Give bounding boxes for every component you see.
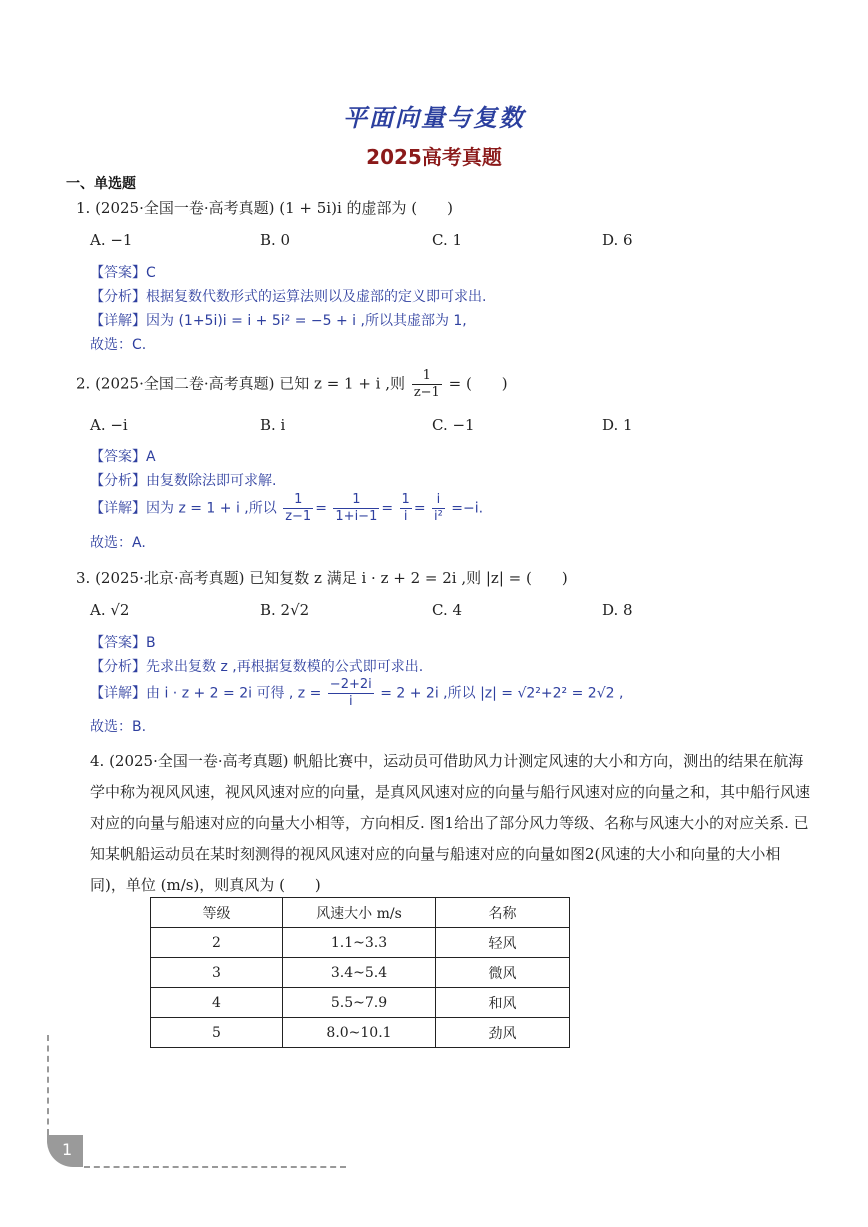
question-2-analysis: 【分析】由复数除法即可求解. [90, 473, 277, 489]
page-title: 平面向量与复数 [343, 103, 525, 132]
question-3-detail-tail: = 2 + 2i ,所以 |z| = √2²+2² = 2√2 , [380, 685, 624, 702]
table-row [151, 958, 570, 988]
fraction-denominator: z−1 [413, 385, 440, 400]
question-2-fraction [412, 368, 442, 401]
question-2-detail-text: 【详解】因为 z = 1 + i ,所以 [90, 500, 277, 517]
table-header-cell: 风速大小 m/s [283, 898, 436, 928]
question-1-option-d: D. 6 [602, 231, 633, 249]
question-3-analysis: 【分析】先求出复数 z ,再根据复数模的公式即可求出. [90, 659, 424, 675]
detail-fraction [328, 677, 374, 710]
question-1-stem: 1. (2025·全国一卷·高考真题) (1 + 5i)i 的虚部为 ( ) [76, 199, 453, 217]
page-border-dashed-vertical [47, 1035, 49, 1135]
question-2-option-c: C. −1 [432, 416, 475, 434]
table-cell: 2 [151, 928, 283, 958]
question-2-option-d: D. 1 [602, 416, 633, 434]
fraction-numerator: 1 [401, 492, 410, 507]
question-3-option-d: D. 8 [602, 601, 633, 619]
question-2-option-a: A. −i [90, 416, 128, 434]
table-cell: 1.1~3.3 [283, 928, 436, 958]
table-row [151, 988, 570, 1018]
question-3-answer: 【答案】B [90, 635, 156, 651]
fraction-denominator: i [403, 509, 408, 524]
fraction-numerator: 1 [333, 492, 379, 509]
wind-level-table [150, 897, 570, 1048]
question-2-detail-tail: =−i. [451, 500, 484, 517]
table-header-cell: 名称 [436, 898, 570, 928]
page-border-dashed-horizontal [84, 1166, 346, 1168]
table-cell: 劲风 [436, 1018, 570, 1048]
fraction-numerator: 1 [283, 492, 313, 509]
question-3-detail-text: 【详解】由 i · z + 2 = 2i 可得 , z = [90, 685, 322, 702]
question-3-conclusion: 故选：B. [90, 719, 147, 735]
question-3-option-c: C. 4 [432, 601, 463, 619]
question-3-detail [90, 677, 623, 710]
table-cell: 和风 [436, 988, 570, 1018]
fraction-denominator: z−1 [285, 509, 312, 524]
table-cell: 微风 [436, 958, 570, 988]
question-2-stem [76, 368, 508, 401]
question-2-stem-text: 2. (2025·全国二卷·高考真题) 已知 z = 1 + i ,则 [76, 374, 406, 393]
fraction-denominator: 1+i−1 [335, 509, 378, 524]
detail-fraction-1 [283, 492, 313, 525]
question-1-answer: 【答案】C [90, 265, 156, 281]
question-1-detail: 【详解】因为 (1+5i)i = i + 5i² = −5 + i ,所以其虚部为 1, [90, 313, 467, 329]
detail-fraction-3 [400, 492, 412, 525]
table-cell: 5 [151, 1018, 283, 1048]
question-2-answer: 【答案】A [90, 449, 156, 465]
question-1-option-a: A. −1 [90, 231, 133, 249]
table-cell: 4 [151, 988, 283, 1018]
question-1-analysis: 【分析】根据复数代数形式的运算法则以及虚部的定义即可求出. [90, 289, 487, 305]
question-1-conclusion: 故选：C. [90, 337, 147, 353]
fraction-numerator: 1 [412, 368, 442, 385]
question-2-conclusion: 故选：A. [90, 535, 146, 551]
detail-fraction-2 [333, 492, 379, 525]
question-1-option-c: C. 1 [432, 231, 463, 249]
table-header-row [151, 898, 570, 928]
page-subtitle: 2025高考真题 [366, 145, 502, 169]
fraction-denominator: i² [434, 509, 443, 524]
table-cell: 8.0~10.1 [283, 1018, 436, 1048]
section-heading: 一、单选题 [66, 176, 136, 192]
fraction-denominator: i [348, 694, 353, 709]
table-cell: 轻风 [436, 928, 570, 958]
question-2-option-b: B. i [260, 416, 286, 434]
table-row [151, 1018, 570, 1048]
page-number: 1 [62, 1140, 73, 1159]
table-cell: 3.4~5.4 [283, 958, 436, 988]
table-cell: 5.5~7.9 [283, 988, 436, 1018]
detail-fraction-4 [432, 492, 445, 525]
table-cell: 3 [151, 958, 283, 988]
question-2-detail: 【详解】因为 z = 1 + i ,所以 $\frac{1}{z-1}$ = $\frac{1}{1+i-1}$ = $\frac{1}{i}$ = $\frac{i}{\text{i²}}$ =−i. [90, 492, 484, 524]
question-3-stem: 3. (2025·北京·高考真题) 已知复数 z 满足 i · z + 2 = 2i ,则 |z| = ( ) [76, 569, 568, 587]
fraction-numerator: −2+2i [329, 677, 372, 692]
table-row [151, 928, 570, 958]
question-3-option-a: A. √2 [90, 601, 130, 619]
fraction-numerator: i [432, 492, 445, 509]
question-2-stem-tail: = ( ) [448, 374, 508, 393]
table-header-cell: 等级 [151, 898, 283, 928]
question-3-option-b: B. 2√2 [260, 601, 310, 619]
question-4-stem: 4. (2025·全国一卷·高考真题) 帆船比赛中，运动员可借助风力计测定风速的大小和方向，测出的结果在航海学中称为视风风速，视风风速对应的向量，是真风风速对应的向量与船行风速对应的向量之和，其中船行风速对应的向量与船速对应的向量大小相等，方向相反. 图1给出了部分风力等级、名称与风速大小的对应关系. 已知某帆船运动员在某时刻测得的视风风速对应的向量与船速对应的向量如图2(风速的大小和向量的大小相同)，单位 (m/s)，则真风为 ( ) [90, 752, 811, 894]
question-1-option-b: B. 0 [260, 231, 291, 249]
